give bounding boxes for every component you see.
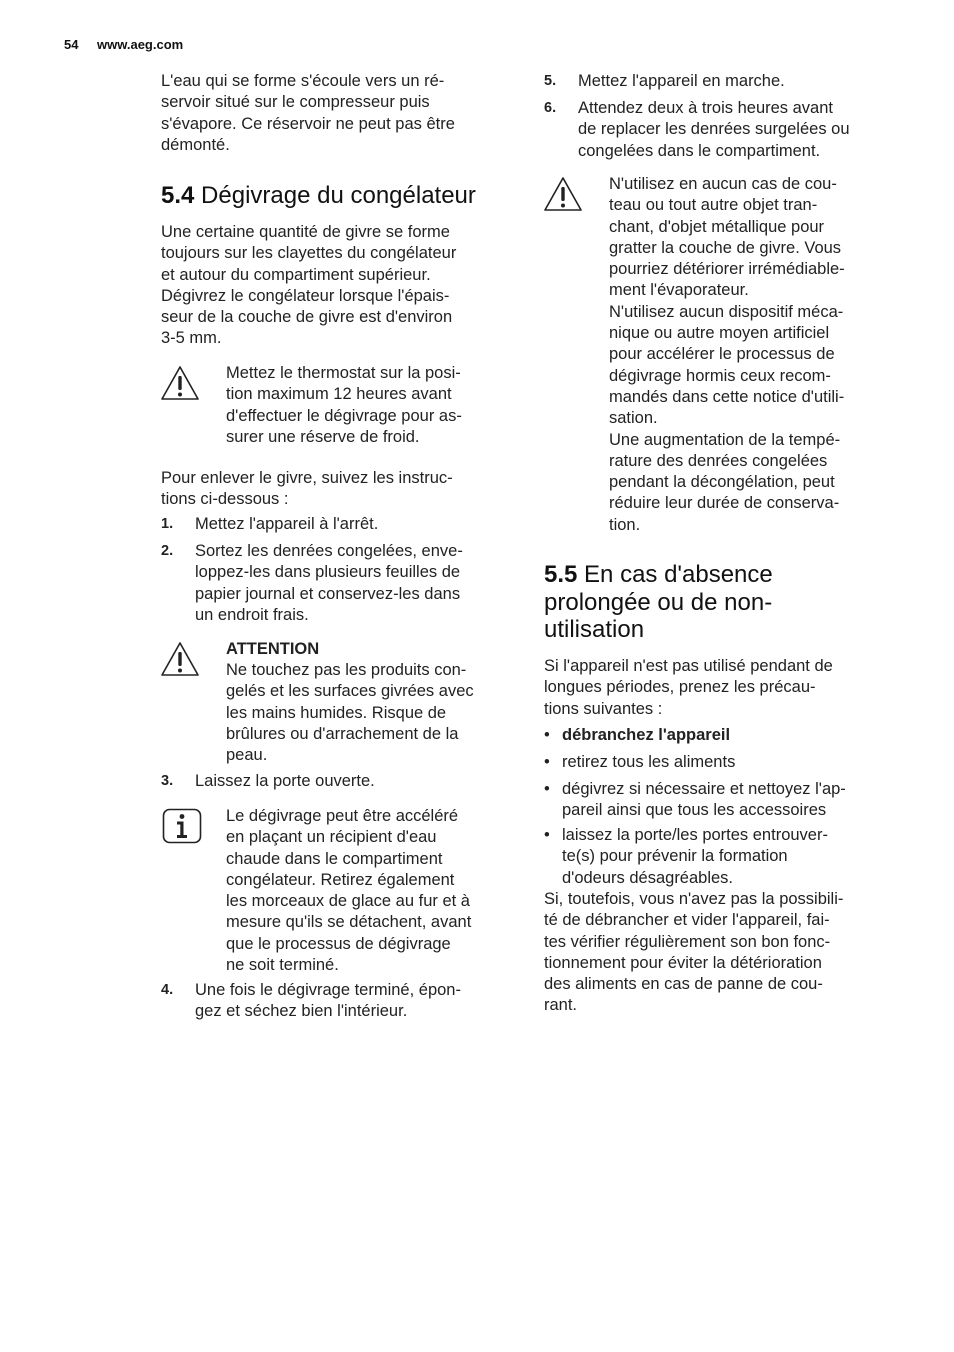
step-text: Mettez l'appareil à l'arrêt. <box>195 515 379 533</box>
step-number: 6. <box>544 100 557 116</box>
absence-paragraph: Si l'appareil n'est pas utilisé pendant de longues périodes, prenez les précau- tions suivantes : <box>544 657 833 718</box>
warning-icon <box>160 641 200 677</box>
list-item: • retirez tous les aliments <box>544 752 904 774</box>
website: www.aeg.com <box>97 37 184 52</box>
step-number: 4. <box>161 982 174 998</box>
list-item: • dégivrez si nécessaire et nettoyez l'ap- pareil ainsi que tous les accessoires <box>544 779 904 823</box>
step-text: Attendez deux à trois heures avant de replacer les denrées surgelées ou congelées dans le compartiment. <box>578 99 850 160</box>
list-item <box>161 514 521 536</box>
attention-text: Ne touchez pas les produits con- gelés et les surfaces givrées avec les mains humides. Risque de brûlures ou d'arrachement de la peau. <box>226 661 474 765</box>
step-text: Mettez l'appareil en marche. <box>578 72 785 90</box>
warning-tools: N'utilisez en aucun cas de cou- teau ou tout autre objet tran- chant, d'objet métallique pour gratter la couche de givre. Vous pourriez détériorer irrémédiable- ment l'évaporateur. N'utilisez aucun dispositif méca- nique ou autre moyen artificiel pour accélérer le processus de dégivrage hormis ceux recom- mandés dans cette notice d'utili- sation. Une augmentation de la tempé- rature des denrées congelées pendant la décongélation, peut réduire leur durée de conserva- tion. <box>609 175 845 534</box>
page-header <box>64 37 183 52</box>
bullet-text: dégivrez si nécessaire et nettoyez l'ap- pareil ainsi que tous les accessoires <box>562 780 846 820</box>
list-item <box>161 541 521 629</box>
step-text: Une fois le dégivrage terminé, épon- gez et séchez bien l'intérieur. <box>195 981 461 1021</box>
list-item <box>544 98 904 164</box>
list-item <box>161 980 521 1024</box>
page-number: 54 <box>64 37 79 52</box>
instructions-intro: Pour enlever le givre, suivez les instruc- tions ci-dessous : <box>161 469 453 509</box>
step-text: Sortez les denrées congelées, enve- loppez-les dans plusieurs feuilles de papier journal et conservez-les dans un endroit frais. <box>195 542 463 624</box>
list-item: • débranchez l'appareil <box>544 725 904 747</box>
list-item <box>544 71 904 93</box>
step-number: 5. <box>544 73 557 89</box>
info-note: Le dégivrage peut être accéléré en plaçant un récipient d'eau chaude dans le compartiment congélateur. Retirez également les morceaux de glace au fur et à mesure qu'ils se détachent, avant que le processus de dégivrage ne soit terminé. <box>226 807 472 975</box>
section-title: Dégivrage du congélateur <box>201 182 476 209</box>
bullet-text: débranchez l'appareil <box>562 726 731 744</box>
intro-paragraph: L'eau qui se forme s'écoule vers un ré- servoir situé sur le compresseur puis s'évapore. Ce réservoir ne peut pas être démonté. <box>161 72 455 154</box>
section-title: En cas d'absence prolongée ou de non- utilisation <box>544 561 773 643</box>
step-number: 3. <box>161 773 174 789</box>
list-item: • laissez la porte/les portes entrouver- te(s) pour prévenir la formation d'odeurs désagréables. <box>544 825 904 891</box>
info-icon <box>162 808 202 844</box>
section-heading-5-5 <box>544 561 904 644</box>
section-number: 5.5 <box>544 561 578 588</box>
section-number: 5.4 <box>161 182 195 209</box>
bullet-text: retirez tous les aliments <box>562 753 736 771</box>
defrost-paragraph: Une certaine quantité de givre se forme toujours sur les clayettes du congélateur et autour du compartiment supérieur. Dégivrez le congélateur lorsque l'épais- seur de la couche de givre est d'environ 3-5 mm. <box>161 223 457 348</box>
bullet-text: laissez la porte/les portes entrouver- te(s) pour prévenir la formation d'odeurs désagréables. <box>562 826 828 887</box>
step-number: 1. <box>161 516 174 532</box>
warning-thermostat: Mettez le thermostat sur la posi- tion maximum 12 heures avant d'effectuer le dégivrage pour as- surer une réserve de froid. <box>226 364 462 446</box>
warning-icon <box>543 176 583 212</box>
attention-title: ATTENTION <box>226 640 320 658</box>
step-text: Laissez la porte ouverte. <box>195 772 375 790</box>
section-heading-5-4 <box>161 182 521 210</box>
step-number: 2. <box>161 543 174 559</box>
closing-paragraph: Si, toutefois, vous n'avez pas la possibili- té de débrancher et vider l'appareil, fai- tes vérifier régulièrement son bon fonc- tionnement pour éviter la détérioration des aliments en cas de panne de cou- rant. <box>544 890 844 1015</box>
warning-icon <box>160 365 200 401</box>
list-item <box>161 771 521 793</box>
